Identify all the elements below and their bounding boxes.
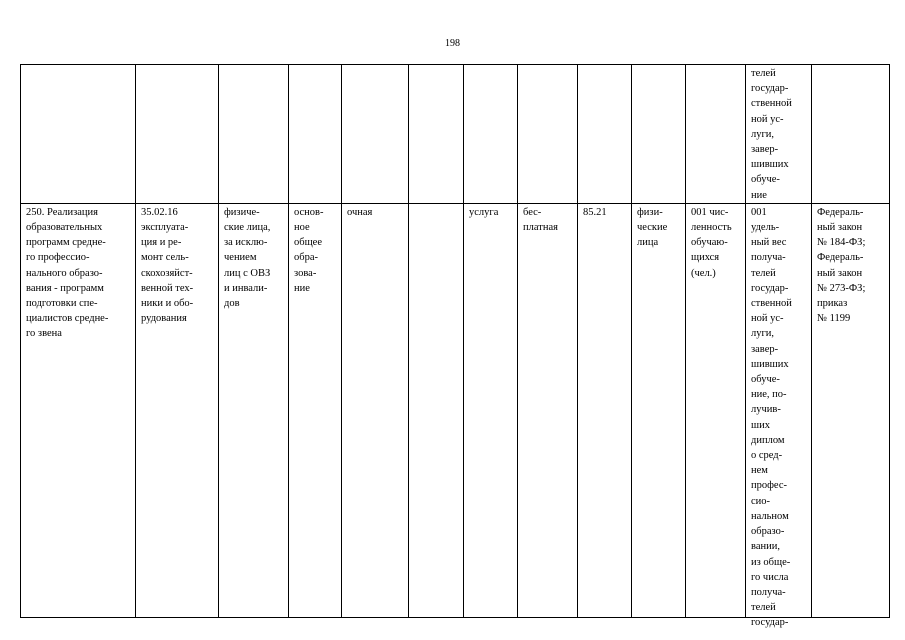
- payment-type: бес- платная: [523, 206, 558, 234]
- table-cell: [812, 65, 890, 204]
- service-type-cell: [464, 203, 518, 617]
- table-cell: [518, 65, 578, 204]
- table-cell: [464, 65, 518, 204]
- okved-code: 85.21: [583, 206, 607, 218]
- consumers-cell: [632, 203, 686, 617]
- volume-indicator-cell: [686, 203, 746, 617]
- service-name-cell: [21, 203, 136, 617]
- study-form-cell: [342, 203, 409, 617]
- program-code-cell: [136, 203, 219, 617]
- service-type: услуга: [469, 206, 499, 218]
- table-cell: [686, 65, 746, 204]
- table-cell: [578, 65, 632, 204]
- table-cell: [632, 65, 686, 204]
- study-form: очная: [347, 206, 373, 218]
- page-number: 198: [445, 38, 460, 49]
- recipient-category-cell: [219, 203, 289, 617]
- table-cell: [746, 65, 812, 204]
- recipient-category: физиче- ские лица, за исклю- чением лиц с ОВЗ и инвали- дов: [224, 206, 271, 310]
- legal-basis-cell: [812, 203, 890, 617]
- cell-text: телей государ- ственной ной ус- луги, завер- шивших обуче- ние: [751, 68, 792, 201]
- quality-indicator-cell: [746, 203, 812, 629]
- table-cell: [289, 65, 342, 204]
- table-cell: [409, 203, 464, 617]
- table-cell: [136, 65, 219, 204]
- table-cell: [342, 65, 409, 204]
- volume-indicator: 001 чис- ленность обучаю- щихся (чел.): [691, 206, 732, 279]
- table-row-continuation: [21, 65, 890, 204]
- table-cell: [409, 65, 464, 204]
- program-code: 35.02.16 эксплуата- ция и ре- монт сель- скохозяйст- венной тех- ники и обо- рудования: [141, 206, 194, 325]
- education-level: основ- ное общее обра- зова- ние: [294, 206, 324, 294]
- quality-indicator: 001 удель- ный вес получа- телей государ- ственной ной ус- луги, завер- шивших обуче- ние, по- лучив- ших диплом о сред- нем профес- сио- нальном образо- вании, из обще- го числа получа- телей государ-: [751, 206, 792, 629]
- okved-code-cell: [578, 203, 632, 617]
- consumers: физи- ческие лица: [637, 206, 668, 249]
- services-table: [20, 64, 890, 629]
- table-cell: [21, 65, 136, 204]
- legal-basis: Федераль- ный закон № 184-ФЗ; Федераль- ный закон № 273-ФЗ; приказ № 1199: [817, 206, 866, 325]
- education-level-cell: [289, 203, 342, 617]
- table-cell: [219, 65, 289, 204]
- payment-type-cell: [518, 203, 578, 617]
- service-name: 250. Реализация образовательных программ средне- го профессио- нального образо- вания - программ подготовки спе- циалистов средне- го звена: [26, 206, 109, 340]
- table-row-service-250: [21, 203, 890, 617]
